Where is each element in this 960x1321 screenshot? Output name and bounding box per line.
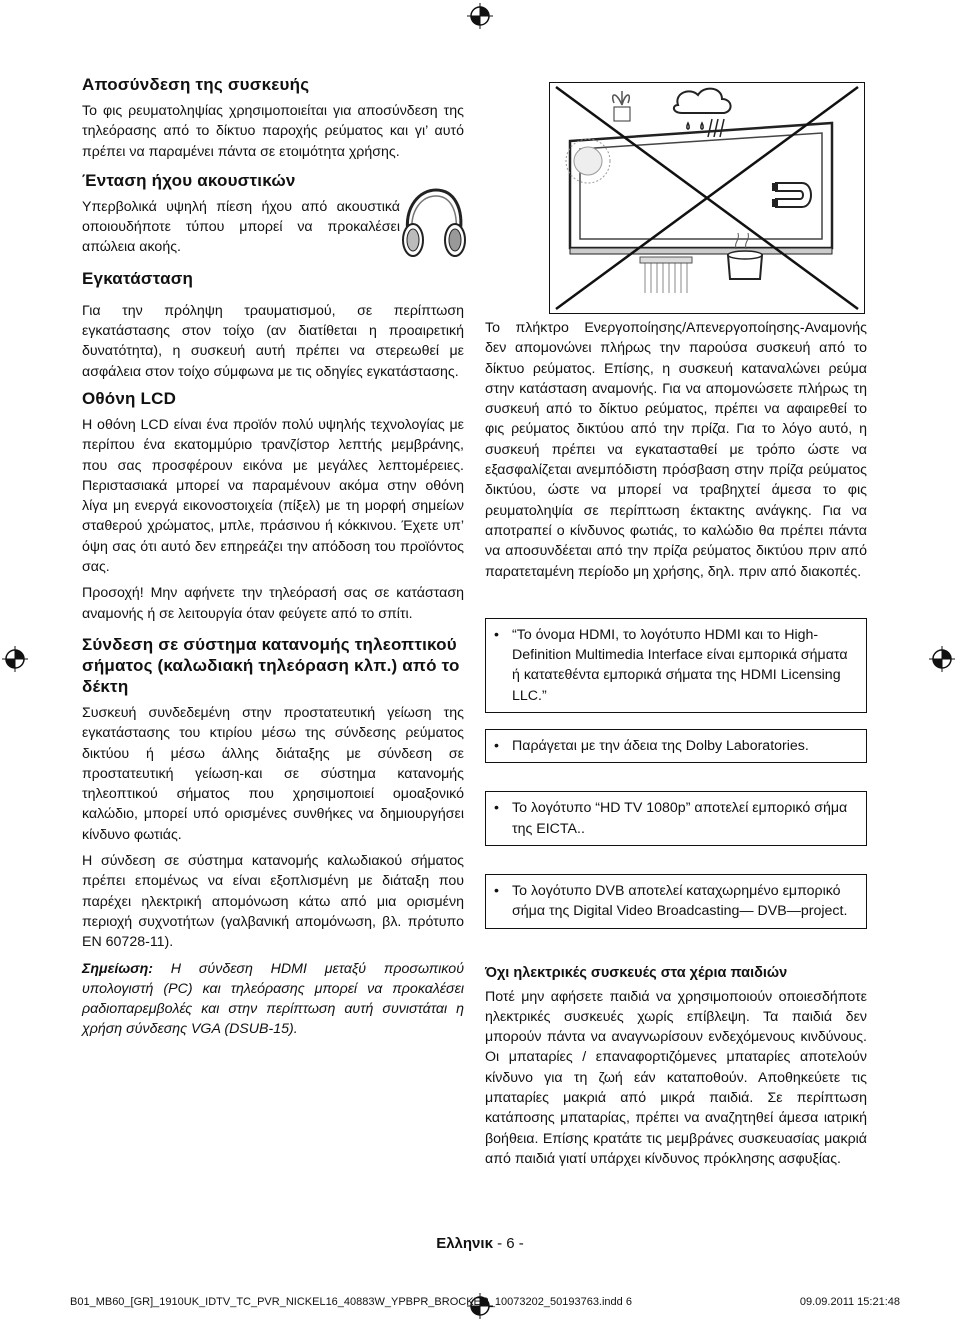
standby-paragraph: Το πλήκτρο Ενεργοποίησης/Απενεργοποίησης-Αναμονής δεν απομονώνει πλήρως την παρούσα συσκευή από το δίκτυο ρεύματος. Επίσης, η συσκευή καταναλώνει ρεύμα στην κατάσταση αναμονής. Για να απομονώσετε πλήρως τη συσκευή από το δίκτυο ρεύματος, πρέπει να αφαιρεθεί το φις ρεύματος δικτύου από την πρίζα. Για το λόγο αυτό, η συσκευή πρέπει να εγκατασταθεί με τρόπο ώστε να εξασφαλίζεται ανεμπόδιστη πρόσβαση στην πρίζα ρεύματος δικτύου, ώστε να μπορεί να τραβηχτεί άμεσα το φις ρευματοληψία σε περίπτωση έκτακτης ανάγκης. Για να αποτραπεί ο κίνδυνος φωτιάς, το καλώδιο θα πρέπει πάντα να αποσυνδέεται από την πρίζα ρεύματος δικτύου πριν από παρατεταμένη περίοδο μη χρήσης, δηλ. πριν από διακοπές. <box>485 320 867 580</box>
slug-date: 09.09.2011 15:21:48 <box>799 1296 900 1308</box>
section-lcd-screen <box>82 388 464 624</box>
footer-language: Ελληνικ <box>436 1235 493 1252</box>
section-children-safety <box>485 965 867 1170</box>
left-column <box>82 74 464 1050</box>
page-footer <box>0 1235 960 1252</box>
section-body: Ποτέ μην αφήσετε παιδιά να χρησιμοποιούν οποιεσδήποτε ηλεκτρικές συσκευές χωρίς επίβλεψη. Τα παιδιά δεν μπορούν πάντα να αναγνωρίσουν ενδεχόμενους κινδύνους. Οι μπαταρίες / επαναφορτιζόμενες μπαταρίες αποτελούν κίνδυνο για τη ζωή εάν καταποθούν. Αποθηκεύετε τις μπαταρίες μακριά από μικρά παιδιά. Σε περίπτωση κατάποσης μπαταρίας, πρέπει να αναζητηθεί άμεσα ιατρική βοήθεια. Επίσης κρατάτε τις μεμβράνες συσκευασίας μακριά από παιδιά γιατί υπάρχει κίνδυνος πρόκλησης ασφυξίας. <box>485 988 867 1167</box>
registration-mark-icon <box>2 646 28 672</box>
trademark-box-hdtv <box>485 791 867 846</box>
right-column <box>485 318 867 1179</box>
slug-filename: B01_MB60_[GR]_1910UK_IDTV_TC_PVR_NICKEL16_40883W_YPBPR_BROCKER_10073202_50193763.indd 6 <box>70 1296 632 1308</box>
section-installation <box>82 268 464 382</box>
section-body: Η σύνδεση σε σύστημα κατανομής καλωδιακού σήματος πρέπει επομένως να είναι εξοπλισμένη με διάταξη που παρέχει ηλεκτρική απομόνωση κάτω από μια ορισμένη περιοχή συχνοτήτων (γαλβανική απομόνωση, βλ. πρότυπο EN 60728-11). <box>82 853 464 951</box>
section-note <box>82 959 464 1040</box>
trademark-text: “Το όνομα HDMI, το λογότυπο HDMI και το High-Definition Multimedia Interface είναι εμπορικά σήματα ή κατατεθέντα εμπορικά σήματα της HDMI Licensing LLC.” <box>512 626 848 704</box>
page-number: - 6 - <box>492 1235 524 1252</box>
registration-mark-icon <box>467 3 493 29</box>
section-heading: Αποσύνδεση της συσκευής <box>82 75 310 94</box>
section-body: Η οθόνη LCD είναι ένα προϊόν πολύ υψηλής τεχνολογίας με περίπου ένα εκατομμύριο τρανζίστορ λεπτής μεμβράνης, που σας προσφέρουν εικόνα με μεγάλες λεπτομέρειες. Περιστασιακά μπορεί να παραμένουν ακόμα στην οθόνη λίγα μη ενεργά εικονοστοιχεία (πίξελ) με τη μορφή σημείων σταθερού χρώματος, μπλε, πράσινου ή κόκκινου. Έχετε υπ’ όψη σας ότι αυτό δεν επηρεάζει την απόδοση του προϊόντος σας. <box>82 416 464 576</box>
note-label: Σημείωση: <box>82 960 153 977</box>
note-text: Η σύνδεση HDMI μεταξύ προσωπικού υπολογιστή (PC) και τηλεόρασης μπορεί να προκαλέσει ραδιοπαρεμβολές και στην περίπτωση αυτή συνιστάται η χρήση σύνδεσης VGA (DSUB-15). <box>82 960 464 1038</box>
section-headphones-volume <box>82 170 464 258</box>
trademark-text: Το λογότυπο “HD TV 1080p” αποτελεί εμπορικό σήμα της EICTA.. <box>512 800 848 837</box>
trademark-text: Παράγεται με την άδεια της Dolby Laboratories. <box>512 738 809 755</box>
section-heading: Όχι ηλεκτρικές συσκευές στα χέρια παιδιών <box>485 964 788 981</box>
section-warning: Προσοχή! Μην αφήνετε την τηλεόρασή σας σε κατάσταση αναμονής ή σε λειτουργία όταν φεύγετε από το σπίτι. <box>82 585 464 622</box>
tv-hazards-illustration <box>549 82 865 314</box>
bullet-icon: • <box>494 738 499 755</box>
section-body: Υπερβολικά υψηλή πίεση ήχου από ακουστικά οποιουδήποτε τύπου μπορεί να προκαλέσει απώλεια ακοής. <box>82 198 400 256</box>
bullet-icon: • <box>494 882 499 899</box>
section-body: Το φις ρευματοληψίας χρησιμοποιείται για αποσύνδεση της τηλεόρασης από το δίκτυο παροχής ρεύματος και γι’ αυτό πρέπει να παραμένει πάντα σε ετοιμότητα χρήσης. <box>82 103 464 160</box>
print-slug <box>70 1296 900 1308</box>
section-heading: Ένταση ήχου ακουστικών <box>82 170 296 190</box>
section-heading: Οθόνη LCD <box>82 388 177 408</box>
trademark-box-dvb <box>485 874 867 929</box>
bullet-icon: • <box>494 800 499 817</box>
section-body: Για την πρόληψη τραυματισμού, σε περίπτωση εγκατάστασης στον τοίχο (αν διατίθεται η προαιρετική δυνατότητα), η συσκευή αυτή πρέπει να στερεωθεί με ασφάλεια στον τοίχο σύμφωνα με τις οδηγίες εγκατάστασης. <box>82 302 464 380</box>
section-heading: Σύνδεση σε σύστημα κατανομής τηλεοπτικού σήματος (καλωδιακή τηλεόραση κλπ.) από το δέκτη <box>82 634 460 696</box>
trademark-text: Το λογότυπο DVB αποτελεί καταχωρημένο εμπορικό σήμα της Digital Video Broadcasting— DVB—project. <box>512 882 848 920</box>
section-body: Συσκευή συνδεδεμένη στην προστατευτική γείωση της εγκατάστασης του κτιρίου μέσω της σύνδεσης ρεύματος δικτύου ή μέσω άλλης διάταξης με σύνδεση σε προστατευτική γείωση-και σε σύστημα κατανομής τηλεοπτικού σήματος που χρησιμοποιεί ομοαξονικό καλώδιο, μπορεί υπό ορισμένες συνθήκες να δημιουργήσει κίνδυνο φωτιάς. <box>82 704 464 843</box>
bullet-icon: • <box>494 626 499 643</box>
trademark-box-hdmi <box>485 618 867 713</box>
registration-mark-icon <box>929 646 955 672</box>
trademark-box-dolby <box>485 729 867 763</box>
section-disconnect <box>82 74 464 162</box>
section-cable-connection <box>82 634 464 1040</box>
section-heading: Εγκατάσταση <box>82 268 194 288</box>
